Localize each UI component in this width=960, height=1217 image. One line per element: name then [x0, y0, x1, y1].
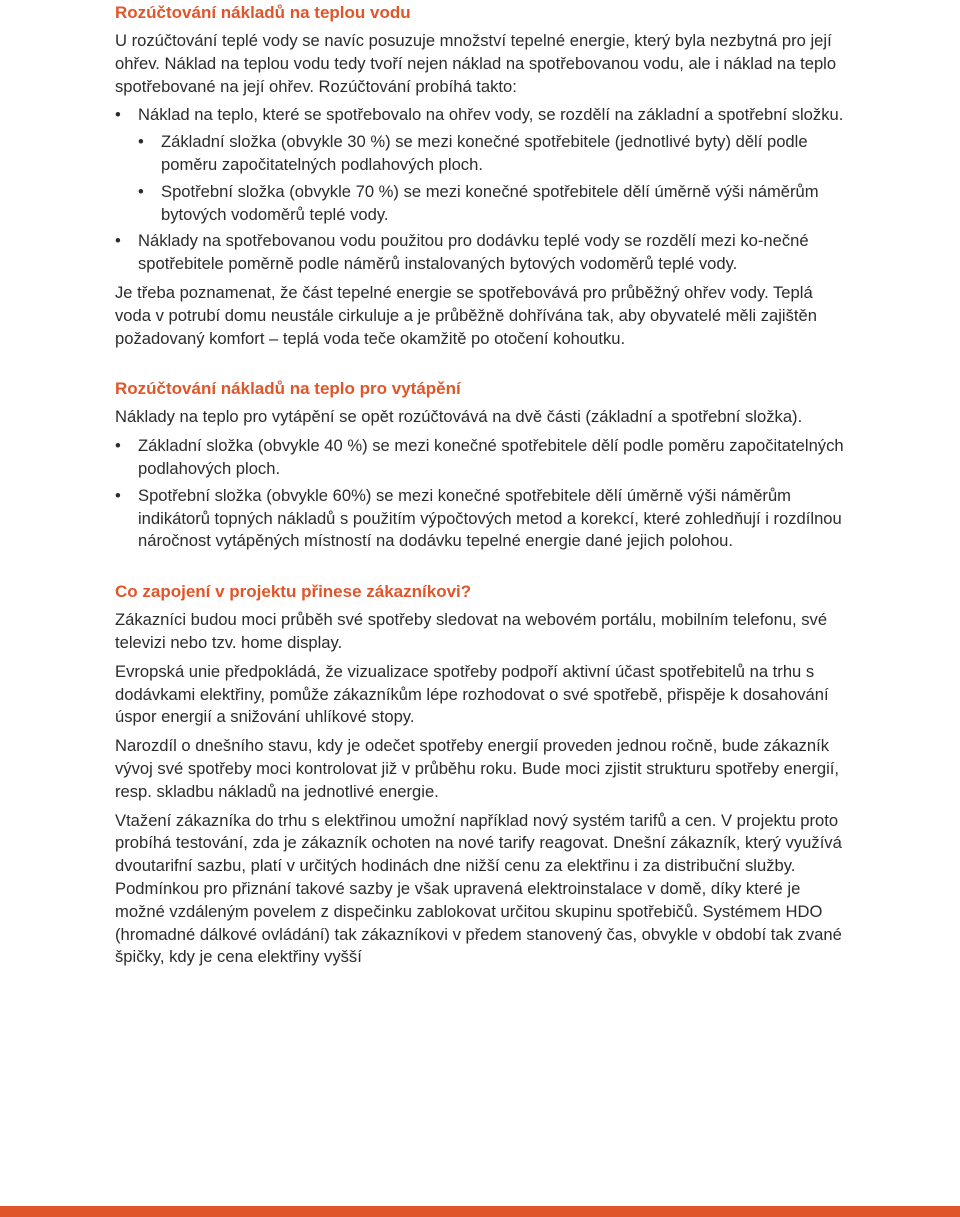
- list-item: • Základní složka (obvykle 40 %) se mezi konečné spotřebitele dělí podle poměru započitatelných podlahových ploch.: [115, 435, 850, 481]
- list-item: • Spotřební složka (obvykle 70 %) se mezi konečné spotřebitele dělí úměrně výši náměrům bytových vodoměrů teplé vody.: [138, 181, 850, 227]
- paragraph-hot-water-intro: U rozúčtování teplé vody se navíc posuzuje množství tepelné energie, který byla nezbytná pro její ohřev. Náklad na teplou vodu tedy tvoří nejen náklad na spotřebovanou vodu, ale i náklad na teplo spotřebované na její ohřev. Rozúčtování probíhá takto:: [115, 31, 837, 96]
- paragraph-benefits-1: Zákazníci budou moci průběh své spotřeby sledovat na webovém portálu, mobilním telefonu, své televizi nebo tzv. home display.: [115, 610, 828, 652]
- paragraph-benefits-2: Evropská unie předpokládá, že vizualizace spotřeby podpoří aktivní účast spotřebitelů na trhu s dodávkami elektřiny, pomůže zákazníkům lépe rozhodovat o své spotřebě, přispěje k dosahování úspor energií a snižování uhlíkové stopy.: [115, 661, 829, 727]
- list-item: • Náklady na spotřebovanou vodu použitou pro dodávku teplé vody se rozdělí mezi ko-nečné spotřebitele poměrně podle náměrů instalovaných bytových vodoměrů teplé vody.: [115, 230, 850, 276]
- heading-customer-benefits: Co zapojení v projektu přinese zákazníkovi?: [115, 582, 472, 602]
- paragraph-hot-water-note: Je třeba poznamenat, že část tepelné energie se spotřebovává pro průběžný ohřev vody. Teplá voda v potrubí domu neustále cirkuluje a je průběžně dohřívána tak, aby obyvatelé měli zajištěn požadovaný komfort – teplá voda teče okamžitě po otočení kohoutku.: [115, 282, 817, 348]
- heading-heating: Rozúčtování nákladů na teplo pro vytápění: [115, 379, 461, 399]
- paragraph-heating-intro: Náklady na teplo pro vytápění se opět rozúčtovává na dvě části (základní a spotřební složka).: [115, 407, 803, 427]
- footer-accent-bar: [0, 1206, 960, 1217]
- list-item-text: Náklad na teplo, které se spotřebovalo na ohřev vody, se rozdělí na základní a spotřební složku.: [138, 105, 844, 125]
- heading-hot-water: Rozúčtování nákladů na teplou vodu: [115, 3, 411, 22]
- list-item: • Základní složka (obvykle 30 %) se mezi konečné spotřebitele (jednotlivé byty) dělí podle poměru započitatelných podlahových ploch.: [138, 131, 850, 177]
- list-item: • Spotřební složka (obvykle 60%) se mezi konečné spotřebitele dělí úměrně výši náměrům indikátorů topných nákladů s použitím výpočtových metod a korekcí, které zohledňují i rozdílnou náročnost vytápěných místností na dodávku tepelné energie dané jejich polohou.: [115, 485, 850, 553]
- paragraph-benefits-4: Vtažení zákazníka do trhu s elektřinou umožní například nový systém tarifů a cen. V projektu proto probíhá testování, zda je zákazník ochoten na nové tarify reagovat. Dnešní zákazník, který využívá dvoutarifní sazbu, platí v určitých hodinách dne nižší cenu za elektřinu i za distribuční služby. Podmínkou pro přiznání takové sazby je však upravená elektroinstalace v domě, díky které je možné vzdáleným povelem z dispečinku zablokovat určitou skupinu spotřebičů. Systémem HDO (hromadné dálkové ovládání) tak zákazníkovi v předem stanovený čas, obvykle v období tak zvané špičky, kdy je cena elektřiny vyšší: [115, 810, 842, 967]
- list-item: [115, 104, 850, 226]
- list-heating: [115, 435, 850, 553]
- list-hot-water: [115, 104, 850, 276]
- sublist-heat-components: [138, 131, 850, 226]
- paragraph-benefits-3: Narozdíl o dnešního stavu, kdy je odečet spotřeby energií proveden jednou ročně, bude zákazník vývoj své spotřeby moci kontrolovat již v průběhu roku. Bude moci zjistit strukturu spotřeby energií, resp. skladbu nákladů na jednotlivé energie.: [115, 736, 839, 801]
- document-page: [115, 2, 850, 969]
